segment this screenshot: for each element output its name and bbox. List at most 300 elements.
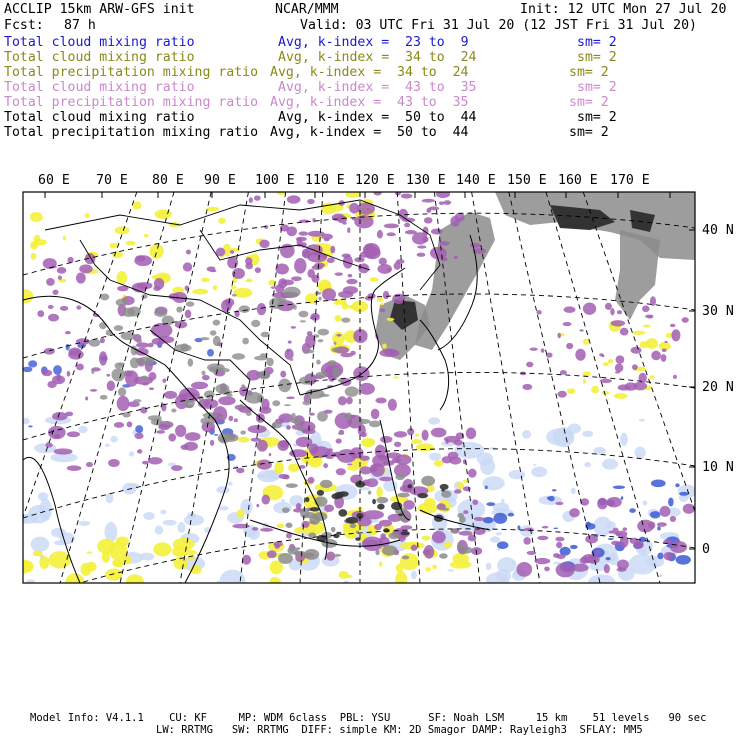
high-cloud-patch bbox=[254, 195, 261, 200]
mid-cloud-patch bbox=[591, 386, 599, 394]
top-cloud-patch bbox=[239, 404, 243, 409]
mid-cloud-patch bbox=[231, 286, 237, 290]
low-cloud-patch bbox=[606, 557, 611, 560]
low-cloud-patch bbox=[570, 545, 578, 549]
high-cloud-patch bbox=[347, 227, 350, 233]
top-cloud-patch bbox=[114, 325, 123, 331]
top-cloud-patch bbox=[180, 343, 188, 351]
top-cloud-patch bbox=[89, 339, 101, 347]
high-cloud-patch bbox=[312, 218, 315, 222]
top-cloud-patch bbox=[402, 556, 410, 560]
high-cloud-patch bbox=[249, 197, 253, 203]
low-cloud-patch bbox=[613, 486, 625, 490]
high-cloud-patch bbox=[575, 349, 585, 361]
high-cloud-patch bbox=[431, 229, 443, 235]
high-cloud-patch bbox=[394, 442, 401, 447]
high-cloud-patch bbox=[312, 265, 323, 270]
high-cloud-patch bbox=[211, 270, 217, 272]
mid-cloud-patch bbox=[393, 377, 399, 379]
top-cloud-patch bbox=[318, 339, 324, 342]
lon-label: 120 E bbox=[355, 173, 395, 188]
high-cloud-patch bbox=[186, 249, 191, 254]
top-cloud-patch bbox=[305, 389, 324, 399]
high-cloud-patch bbox=[210, 440, 214, 446]
top-cloud-patch bbox=[332, 367, 340, 378]
mid-cloud-patch bbox=[567, 388, 576, 394]
top-cloud-patch bbox=[154, 309, 167, 317]
top-cloud-patch bbox=[213, 336, 221, 346]
high-cloud-patch bbox=[422, 430, 429, 441]
top-cloud-patch bbox=[397, 493, 409, 498]
high-cloud-patch bbox=[670, 324, 675, 327]
high-cloud-patch bbox=[470, 243, 481, 248]
mid-cloud-patch bbox=[369, 277, 378, 281]
low-cloud-patch bbox=[485, 485, 488, 489]
low-cloud-patch bbox=[537, 574, 541, 576]
high-cloud-patch bbox=[301, 521, 309, 528]
high-cloud-patch bbox=[348, 274, 353, 278]
high-cloud-patch bbox=[423, 549, 431, 555]
high-cloud-patch bbox=[342, 254, 351, 258]
high-cloud-patch bbox=[377, 264, 392, 274]
top-cloud-patch bbox=[314, 496, 327, 506]
dark-cloud-patch bbox=[333, 534, 340, 539]
low-cloud-patch bbox=[497, 541, 508, 549]
top-cloud-patch bbox=[298, 311, 308, 318]
high-cloud-patch bbox=[349, 203, 359, 214]
high-cloud-patch bbox=[323, 463, 328, 468]
high-cloud-patch bbox=[546, 353, 553, 358]
high-cloud-patch bbox=[296, 437, 313, 447]
low-cloud-patch bbox=[105, 493, 113, 503]
high-cloud-patch bbox=[450, 216, 460, 227]
mid-cloud-patch bbox=[382, 343, 387, 348]
legend-field: Total cloud mixing ratio bbox=[4, 50, 195, 65]
high-cloud-patch bbox=[459, 531, 473, 536]
high-cloud-patch bbox=[375, 398, 386, 404]
mid-cloud-patch bbox=[87, 551, 92, 553]
high-cloud-patch bbox=[579, 329, 583, 331]
low-cloud-patch bbox=[31, 537, 50, 552]
high-cloud-patch bbox=[248, 425, 267, 433]
high-cloud-patch bbox=[645, 314, 653, 318]
high-cloud-patch bbox=[606, 497, 621, 507]
high-cloud-patch bbox=[534, 558, 550, 564]
high-cloud-patch bbox=[164, 391, 177, 399]
high-cloud-patch bbox=[230, 250, 234, 254]
low-cloud-patch bbox=[629, 508, 636, 513]
top-cloud-patch bbox=[292, 413, 296, 419]
high-cloud-patch bbox=[327, 258, 335, 264]
forecast-hour: 87 h bbox=[64, 18, 96, 33]
mid-cloud-patch bbox=[377, 297, 383, 302]
low-cloud-patch bbox=[163, 520, 177, 526]
top-cloud-patch bbox=[302, 401, 311, 406]
mid-cloud-patch bbox=[109, 542, 128, 560]
low-cloud-patch bbox=[522, 430, 531, 439]
high-cloud-patch bbox=[257, 303, 266, 315]
low-cloud-patch bbox=[643, 500, 648, 505]
low-cloud-patch bbox=[620, 433, 628, 446]
top-cloud-patch bbox=[240, 430, 246, 434]
high-cloud-patch bbox=[377, 230, 383, 239]
forecast-label: Fcst: bbox=[4, 18, 44, 33]
top-cloud-patch bbox=[218, 416, 223, 419]
top-cloud-patch bbox=[304, 549, 319, 560]
high-cloud-patch bbox=[634, 541, 644, 549]
mid-cloud-patch bbox=[650, 375, 655, 379]
mid-cloud-patch bbox=[85, 213, 90, 218]
high-cloud-patch bbox=[283, 475, 290, 480]
top-cloud-patch bbox=[350, 524, 357, 528]
top-cloud-patch bbox=[290, 358, 294, 361]
high-cloud-patch bbox=[673, 375, 677, 379]
top-cloud-patch bbox=[272, 400, 280, 406]
low-cloud-patch bbox=[129, 451, 135, 456]
top-cloud-patch bbox=[114, 362, 122, 368]
high-cloud-patch bbox=[171, 465, 183, 471]
top-cloud-patch bbox=[439, 553, 448, 559]
low-cloud-patch bbox=[28, 425, 32, 427]
top-cloud-patch bbox=[245, 392, 263, 404]
top-cloud-patch bbox=[220, 390, 233, 395]
high-cloud-patch bbox=[291, 326, 296, 329]
lon-label: 160 E bbox=[558, 173, 598, 188]
high-cloud-patch bbox=[58, 275, 62, 279]
mid-cloud-patch bbox=[269, 577, 281, 588]
dark-cloud-patch bbox=[401, 531, 410, 535]
high-cloud-patch bbox=[560, 370, 567, 375]
top-cloud-patch bbox=[345, 386, 359, 396]
low-cloud-patch bbox=[216, 486, 229, 493]
top-cloud-patch bbox=[296, 424, 303, 431]
high-cloud-patch bbox=[326, 551, 335, 560]
top-cloud-patch bbox=[207, 363, 225, 371]
dark-cloud-patch bbox=[440, 484, 449, 490]
lat-labels bbox=[702, 223, 734, 557]
high-cloud-patch bbox=[617, 310, 622, 314]
low-cloud-patch bbox=[257, 474, 266, 478]
mid-cloud-patch bbox=[39, 556, 49, 569]
low-cloud-patch bbox=[602, 459, 618, 470]
mid-cloud-patch bbox=[614, 393, 628, 399]
high-cloud-patch bbox=[683, 504, 695, 514]
dark-cloud-patch bbox=[346, 517, 359, 524]
high-cloud-patch bbox=[288, 341, 292, 344]
mid-cloud-patch bbox=[288, 464, 299, 473]
high-cloud-patch bbox=[294, 258, 306, 274]
high-cloud-patch bbox=[682, 317, 689, 323]
high-cloud-patch bbox=[162, 378, 166, 382]
high-cloud-patch bbox=[203, 400, 210, 406]
dark-cloud-patch bbox=[310, 507, 320, 511]
low-cloud-patch bbox=[490, 536, 500, 542]
top-cloud-patch bbox=[338, 379, 344, 383]
high-cloud-patch bbox=[526, 362, 533, 368]
low-cloud-patch bbox=[184, 515, 204, 526]
top-cloud-patch bbox=[277, 298, 287, 302]
high-cloud-patch bbox=[610, 308, 614, 315]
high-cloud-patch bbox=[371, 409, 380, 420]
mid-cloud-patch bbox=[126, 241, 136, 245]
dark-cloud-patch bbox=[305, 497, 309, 502]
top-cloud-patch bbox=[376, 497, 388, 503]
legend-field: Total cloud mixing ratio bbox=[4, 110, 195, 125]
low-cloud-patch bbox=[493, 513, 507, 524]
top-cloud-patch bbox=[118, 387, 126, 396]
lon-label: 140 E bbox=[456, 173, 496, 188]
high-cloud-patch bbox=[336, 438, 342, 443]
low-cloud-patch bbox=[582, 431, 593, 438]
dark-cloud-patch bbox=[372, 499, 376, 504]
high-cloud-patch bbox=[191, 382, 208, 390]
top-cloud-patch bbox=[320, 480, 332, 488]
top-cloud-patch bbox=[232, 294, 237, 297]
high-cloud-patch bbox=[242, 555, 251, 565]
low-cloud-patch bbox=[608, 538, 614, 540]
high-cloud-patch bbox=[439, 201, 444, 205]
lat-label: 0 bbox=[702, 542, 710, 557]
mid-cloud-patch bbox=[425, 567, 431, 571]
high-cloud-patch bbox=[67, 371, 71, 377]
mid-cloud-patch bbox=[583, 371, 592, 376]
mid-cloud-patch bbox=[245, 279, 252, 283]
high-cloud-patch bbox=[86, 462, 93, 467]
high-cloud-patch bbox=[365, 478, 378, 487]
dark-cloud-patch bbox=[338, 509, 347, 517]
low-cloud-patch bbox=[78, 426, 87, 433]
mid-cloud-patch bbox=[379, 561, 382, 567]
high-cloud-patch bbox=[472, 499, 478, 505]
low-cloud-patch bbox=[668, 497, 674, 506]
high-cloud-patch bbox=[379, 477, 392, 482]
mid-cloud-patch bbox=[63, 235, 66, 240]
low-cloud-patch bbox=[448, 569, 454, 571]
top-cloud-patch bbox=[141, 376, 147, 381]
low-cloud-patch bbox=[548, 496, 554, 501]
high-cloud-patch bbox=[616, 355, 625, 363]
high-cloud-patch bbox=[106, 374, 110, 377]
top-cloud-patch bbox=[286, 523, 293, 528]
top-cloud-patch bbox=[316, 372, 329, 379]
top-cloud-patch bbox=[199, 396, 204, 402]
high-cloud-patch bbox=[252, 527, 258, 531]
mid-cloud-patch bbox=[181, 550, 197, 556]
high-cloud-patch bbox=[585, 535, 598, 543]
low-cloud-patch bbox=[110, 436, 117, 443]
top-cloud-patch bbox=[458, 543, 463, 548]
mid-cloud-patch bbox=[376, 487, 382, 498]
high-cloud-patch bbox=[90, 389, 97, 392]
low-cloud-patch bbox=[496, 532, 502, 536]
top-cloud-patch bbox=[354, 419, 371, 424]
top-cloud-patch bbox=[106, 330, 112, 336]
high-cloud-patch bbox=[245, 257, 252, 265]
high-cloud-patch bbox=[67, 465, 82, 471]
mid-cloud-patch bbox=[105, 569, 123, 581]
dark-cloud-patch bbox=[383, 528, 390, 532]
mid-cloud-patch bbox=[155, 209, 172, 218]
top-cloud-patch bbox=[166, 422, 171, 425]
legend-sm: sm= 2 bbox=[577, 50, 617, 65]
high-cloud-patch bbox=[516, 562, 532, 577]
model-info-line-1: Model Info: V4.1.1 CU: KF MP: WDM 6class PBL: YSU SF: Noah LSM 15 km 51 levels 90 sec bbox=[30, 712, 707, 724]
high-cloud-patch bbox=[642, 306, 650, 313]
high-cloud-patch bbox=[37, 310, 44, 317]
high-cloud-patch bbox=[152, 338, 166, 345]
high-cloud-patch bbox=[557, 391, 566, 398]
mid-cloud-patch bbox=[192, 289, 208, 295]
mid-cloud-patch bbox=[102, 551, 110, 562]
top-cloud-patch bbox=[338, 432, 344, 434]
high-cloud-patch bbox=[346, 279, 357, 285]
low-cloud-patch bbox=[79, 521, 90, 526]
high-cloud-patch bbox=[670, 516, 676, 522]
mid-cloud-patch bbox=[274, 462, 284, 474]
mid-cloud-patch bbox=[334, 315, 341, 322]
low-cloud-patch bbox=[659, 574, 662, 577]
top-cloud-patch bbox=[123, 412, 131, 418]
legend-sm: sm= 2 bbox=[577, 35, 617, 50]
high-cloud-patch bbox=[417, 245, 426, 248]
high-cloud-patch bbox=[605, 303, 612, 310]
dark-cloud-patch bbox=[441, 489, 444, 492]
high-cloud-patch bbox=[639, 373, 647, 384]
low-cloud-patch bbox=[207, 349, 214, 357]
lon-label: 70 E bbox=[96, 173, 128, 188]
high-cloud-patch bbox=[424, 217, 433, 223]
high-cloud-patch bbox=[202, 375, 210, 380]
high-cloud-patch bbox=[401, 525, 413, 529]
mid-cloud-patch bbox=[415, 434, 419, 437]
lon-label: 90 E bbox=[204, 173, 236, 188]
low-cloud-patch bbox=[273, 502, 292, 514]
high-cloud-patch bbox=[417, 253, 426, 257]
top-cloud-patch bbox=[127, 306, 140, 316]
high-cloud-patch bbox=[620, 535, 629, 547]
high-cloud-patch bbox=[79, 264, 92, 273]
top-cloud-patch bbox=[278, 553, 293, 564]
mid-cloud-patch bbox=[238, 437, 250, 443]
high-cloud-patch bbox=[306, 244, 323, 255]
low-cloud-patch bbox=[679, 492, 688, 496]
top-cloud-patch bbox=[282, 507, 290, 513]
low-cloud-patch bbox=[483, 517, 494, 523]
top-cloud-patch bbox=[369, 420, 381, 427]
high-cloud-patch bbox=[379, 258, 387, 265]
high-cloud-patch bbox=[44, 348, 55, 355]
high-cloud-patch bbox=[308, 477, 315, 484]
low-cloud-patch bbox=[429, 453, 441, 461]
lon-label: 130 E bbox=[406, 173, 446, 188]
low-cloud-patch bbox=[657, 526, 661, 530]
high-cloud-patch bbox=[347, 463, 352, 465]
legend-sm: sm= 2 bbox=[577, 110, 617, 125]
low-cloud-patch bbox=[584, 462, 591, 467]
high-cloud-patch bbox=[444, 436, 461, 443]
high-cloud-patch bbox=[135, 433, 144, 439]
high-cloud-patch bbox=[542, 526, 549, 529]
legend-avg: Avg, k-index = 23 to 9 bbox=[278, 35, 469, 50]
top-cloud-patch bbox=[136, 339, 142, 343]
high-cloud-patch bbox=[597, 498, 607, 510]
low-cloud-patch bbox=[554, 527, 559, 529]
mid-cloud-patch bbox=[149, 244, 163, 259]
top-cloud-patch bbox=[232, 353, 245, 359]
mid-cloud-patch bbox=[583, 379, 586, 384]
lon-labels bbox=[38, 173, 650, 188]
lon-label: 110 E bbox=[305, 173, 345, 188]
high-cloud-patch bbox=[387, 232, 396, 236]
high-cloud-patch bbox=[85, 397, 88, 401]
mid-cloud-patch bbox=[144, 234, 149, 238]
high-cloud-patch bbox=[236, 468, 244, 474]
lon-label: 80 E bbox=[152, 173, 184, 188]
top-cloud-patch bbox=[459, 516, 466, 523]
high-cloud-patch bbox=[405, 230, 417, 234]
mid-cloud-patch bbox=[457, 482, 464, 489]
low-cloud-patch bbox=[650, 511, 661, 518]
top-cloud-patch bbox=[328, 360, 337, 365]
high-cloud-patch bbox=[76, 363, 84, 370]
high-cloud-patch bbox=[185, 310, 191, 319]
low-cloud-patch bbox=[486, 563, 492, 571]
low-cloud-patch bbox=[531, 466, 547, 477]
init-time: Init: 12 UTC Mon 27 Jul 20 bbox=[520, 2, 727, 17]
low-cloud-patch bbox=[634, 447, 645, 459]
organization-label: NCAR/MMM bbox=[275, 2, 339, 17]
top-cloud-patch bbox=[266, 358, 273, 367]
low-cloud-patch bbox=[220, 570, 246, 592]
top-cloud-patch bbox=[176, 306, 182, 312]
high-cloud-patch bbox=[631, 347, 642, 354]
high-cloud-patch bbox=[611, 320, 625, 326]
low-cloud-patch bbox=[28, 360, 37, 367]
low-cloud-patch bbox=[219, 506, 229, 511]
legend-field: Total cloud mixing ratio bbox=[4, 80, 195, 95]
mid-cloud-patch bbox=[387, 318, 395, 321]
high-cloud-patch bbox=[432, 531, 446, 544]
low-cloud-patch bbox=[568, 423, 581, 433]
high-cloud-patch bbox=[544, 566, 550, 571]
high-cloud-patch bbox=[611, 541, 620, 546]
low-cloud-patch bbox=[143, 512, 155, 520]
high-cloud-patch bbox=[422, 236, 428, 242]
mid-cloud-patch bbox=[109, 243, 117, 249]
high-cloud-patch bbox=[180, 444, 188, 449]
top-cloud-patch bbox=[91, 369, 95, 374]
low-cloud-patch bbox=[428, 417, 440, 424]
top-cloud-patch bbox=[331, 527, 335, 532]
low-cloud-patch bbox=[508, 513, 514, 517]
high-cloud-patch bbox=[299, 231, 309, 235]
high-cloud-patch bbox=[556, 563, 575, 578]
mid-cloud-patch bbox=[639, 341, 648, 348]
mid-cloud-patch bbox=[380, 303, 384, 305]
high-cloud-patch bbox=[358, 424, 366, 436]
high-cloud-patch bbox=[255, 267, 261, 273]
high-cloud-patch bbox=[536, 310, 541, 314]
valid-time: Valid: 03 UTC Fri 31 Jul 20 (12 JST Fri 31 Jul 20) bbox=[300, 18, 697, 33]
top-cloud-patch bbox=[315, 292, 322, 295]
top-cloud-patch bbox=[331, 348, 340, 353]
high-cloud-patch bbox=[175, 425, 186, 437]
legend-avg: Avg, k-index = 34 to 24 bbox=[270, 65, 469, 80]
high-cloud-patch bbox=[156, 430, 165, 434]
high-cloud-patch bbox=[664, 552, 674, 561]
low-cloud-patch bbox=[593, 516, 612, 536]
high-cloud-patch bbox=[394, 431, 407, 437]
